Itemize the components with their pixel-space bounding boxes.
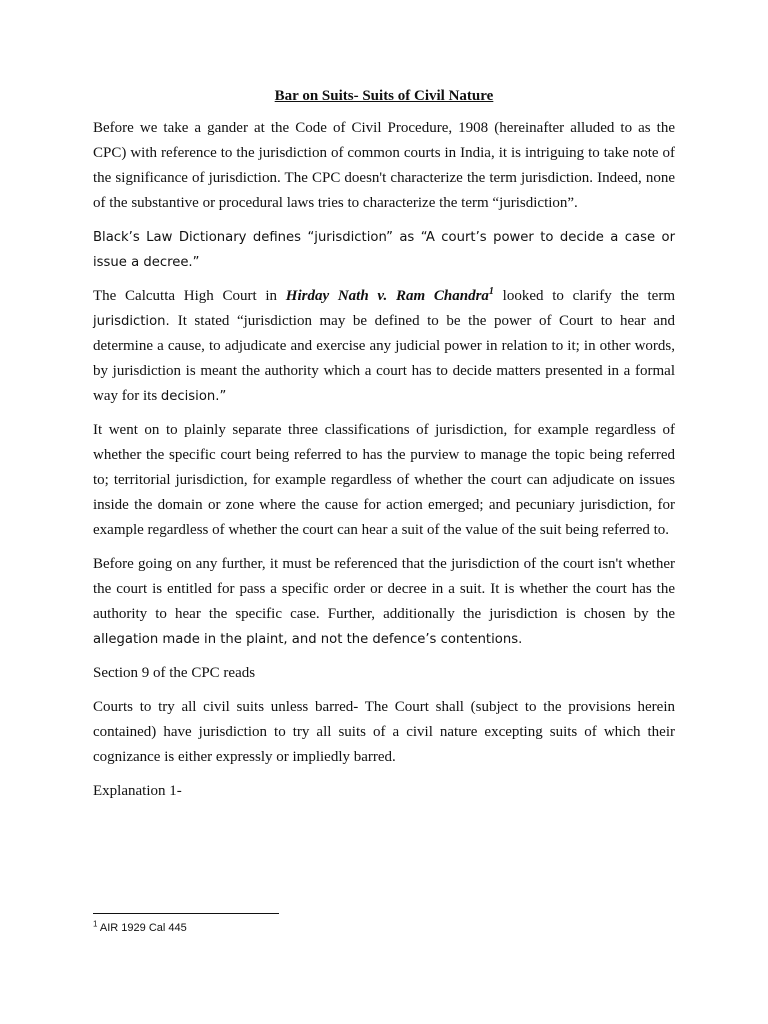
footnote-separator (93, 913, 279, 914)
footnote-text: AIR 1929 Cal 445 (97, 922, 187, 934)
document-title: Bar on Suits- Suits of Civil Nature (274, 88, 494, 104)
document-body (93, 86, 675, 813)
p3-before-text: The Calcutta High Court in (93, 288, 286, 304)
paragraph-section-9: Section 9 of the CPC reads (93, 665, 256, 681)
footnote (93, 920, 187, 936)
p3-after-text: looked to clarify the term (493, 288, 676, 304)
p3-jurisdiction-word: jurisdiction. (93, 314, 178, 329)
paragraph-section-9-text: Courts to try all civil suits unless barred- The Court shall (subject to the provisions herein contained) have jurisdiction to try all suits of a civil nature excepting suits of which their cognizance is either expressly or impliedly barred. (93, 699, 675, 765)
paragraph-intro: Before we take a gander at the Code of Civil Procedure, 1908 (hereinafter alluded to as the CPC) with reference to the jurisdiction of common courts in India, it is intriguing to take note of the significance of jurisdiction. The CPC doesn't characterize the term jurisdiction. Indeed, none of the substantive or procedural laws tries to characterize the term “jurisdiction”. (93, 120, 675, 211)
paragraph-calcutta-high-court (93, 284, 675, 409)
paragraph-blacks-law: Black’s Law Dictionary defines “jurisdiction” as “A court’s power to decide a case or issue a decree.” (93, 230, 675, 270)
paragraph-explanation: Explanation 1- (93, 783, 182, 799)
footnote-marker: 1 (93, 919, 98, 929)
p5-main-text: Before going on any further, it must be referenced that the jurisdiction of the court isn't whether the court is entitled for pass a specific order or decree in a suit. It is whether the court has the authority to hear the specific case. Further, additionally the jurisdiction is chosen by the (93, 556, 675, 622)
paragraph-authority (93, 552, 675, 652)
footnote-reference[interactable]: 1 (488, 286, 494, 297)
p3-quote-text: It stated “jurisdiction may be defined to be the power of Court to hear and determine a cause, to adjudicate and exercise any judicial power in relation to it; in other words, by jurisdiction is meant the authority which a court has to decide matters presented in a formal way for its (93, 313, 675, 404)
case-name: Hirday Nath v. Ram Chandra (285, 288, 489, 304)
p5-end-text: allegation made in the plaint, and not the defence’s contentions. (93, 632, 523, 647)
p3-quote-end: decision.” (160, 389, 227, 404)
paragraph-classifications: It went on to plainly separate three classifications of jurisdiction, for example regardless of whether the specific court being referred to has the purview to manage the topic being referred to; territorial jurisdiction, for example regardless of whether the court can adjudicate on issues inside the domain or zone where the cause for action emerged; and pecuniary jurisdiction, for example regardless of whether the court can hear a suit of the value of the suit being referred to. (93, 422, 675, 538)
